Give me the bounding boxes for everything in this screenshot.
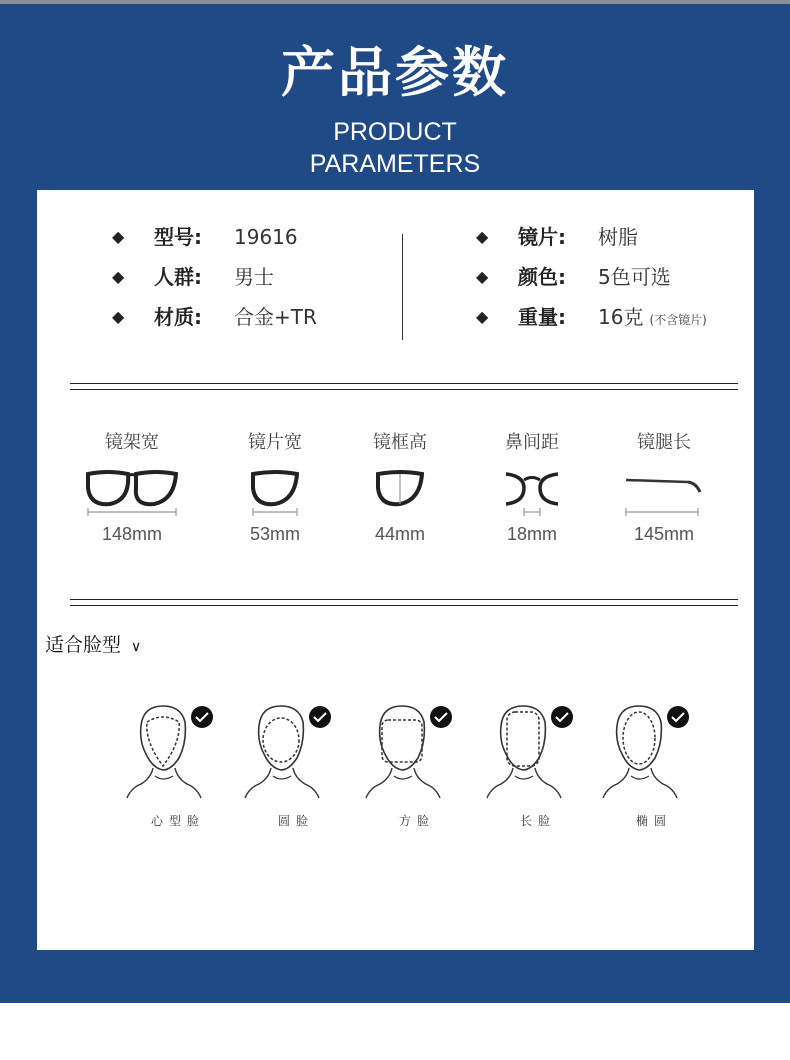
face-long xyxy=(485,702,585,829)
spec-value: 合金+TR xyxy=(234,305,317,329)
double-divider-top xyxy=(70,383,738,390)
dimension-label: 镜腿长 xyxy=(637,432,691,453)
spec-label: 重量: xyxy=(518,305,566,329)
weight-note: (不含镜片) xyxy=(649,313,707,327)
oval-face-icon xyxy=(601,702,701,806)
face-label: 方脸 xyxy=(398,814,435,828)
spec-value: 19616 xyxy=(234,225,298,249)
dimension-value: 148mm xyxy=(101,524,163,544)
long-face-icon xyxy=(485,702,585,806)
diamond-bullet-icon: ◆ xyxy=(112,267,125,286)
spec-value: 树脂 xyxy=(598,225,638,249)
dimension-value: 18mm xyxy=(506,524,557,544)
dimension-label: 鼻间距 xyxy=(505,432,559,453)
dimension-value: 53mm xyxy=(249,524,300,544)
diamond-bullet-icon: ◆ xyxy=(476,267,489,286)
dimension-label: 镜片宽 xyxy=(248,432,302,453)
diamond-bullet-icon: ◆ xyxy=(112,227,125,246)
bridge-width-icon xyxy=(502,466,562,518)
dimension-value: 44mm xyxy=(374,524,425,544)
dimension-value: 145mm xyxy=(633,524,695,544)
face-round xyxy=(243,702,343,829)
lens-width-icon xyxy=(245,466,305,518)
diamond-bullet-icon: ◆ xyxy=(476,307,489,326)
spec-divider xyxy=(402,234,403,340)
double-divider-bottom xyxy=(70,599,738,606)
face-shape-title: 适合脸型 xyxy=(45,634,122,656)
parameters-panel xyxy=(0,4,790,1003)
dimension-temple-length xyxy=(597,428,731,545)
face-label: 圆脸 xyxy=(277,814,314,828)
dimension-lens-width xyxy=(208,428,342,545)
face-oval xyxy=(601,702,701,829)
frame-width-icon xyxy=(84,466,180,518)
title-chinese: 产品参数 xyxy=(281,41,509,104)
spec-label: 颜色: xyxy=(518,265,566,289)
face-label: 心型脸 xyxy=(150,814,205,828)
spec-label: 镜片: xyxy=(518,225,566,249)
chevron-down-icon: ∨ xyxy=(131,639,142,655)
face-square xyxy=(364,702,464,829)
spec-card xyxy=(37,190,754,950)
dimension-frame-width xyxy=(65,428,199,545)
title-english-line2: PARAMETERS xyxy=(309,150,481,178)
diamond-bullet-icon: ◆ xyxy=(476,227,489,246)
square-face-icon xyxy=(364,702,464,806)
title-english xyxy=(0,116,790,180)
round-face-icon xyxy=(243,702,343,806)
title-english-line1: PRODUCT xyxy=(333,118,457,146)
face-label: 椭圆 xyxy=(635,814,672,828)
temple-length-icon xyxy=(624,466,704,518)
spec-label: 材质: xyxy=(154,305,202,329)
dimension-frame-height xyxy=(333,428,467,545)
face-heart xyxy=(125,702,225,829)
spec-label: 人群: xyxy=(154,265,202,289)
diamond-bullet-icon: ◆ xyxy=(112,307,125,326)
spec-value: 男士 xyxy=(234,265,274,289)
spec-label: 型号: xyxy=(154,225,202,249)
spec-value xyxy=(598,302,707,335)
frame-height-icon xyxy=(370,466,430,518)
weight-value: 16克 xyxy=(598,305,644,329)
dimension-label: 镜架宽 xyxy=(105,432,159,453)
dimension-label: 镜框高 xyxy=(373,432,427,453)
face-shape-heading xyxy=(45,630,141,657)
heart-face-icon xyxy=(125,702,225,806)
face-label: 长脸 xyxy=(519,814,556,828)
spec-value: 5色可选 xyxy=(598,265,671,289)
dimension-bridge-width xyxy=(465,428,599,545)
